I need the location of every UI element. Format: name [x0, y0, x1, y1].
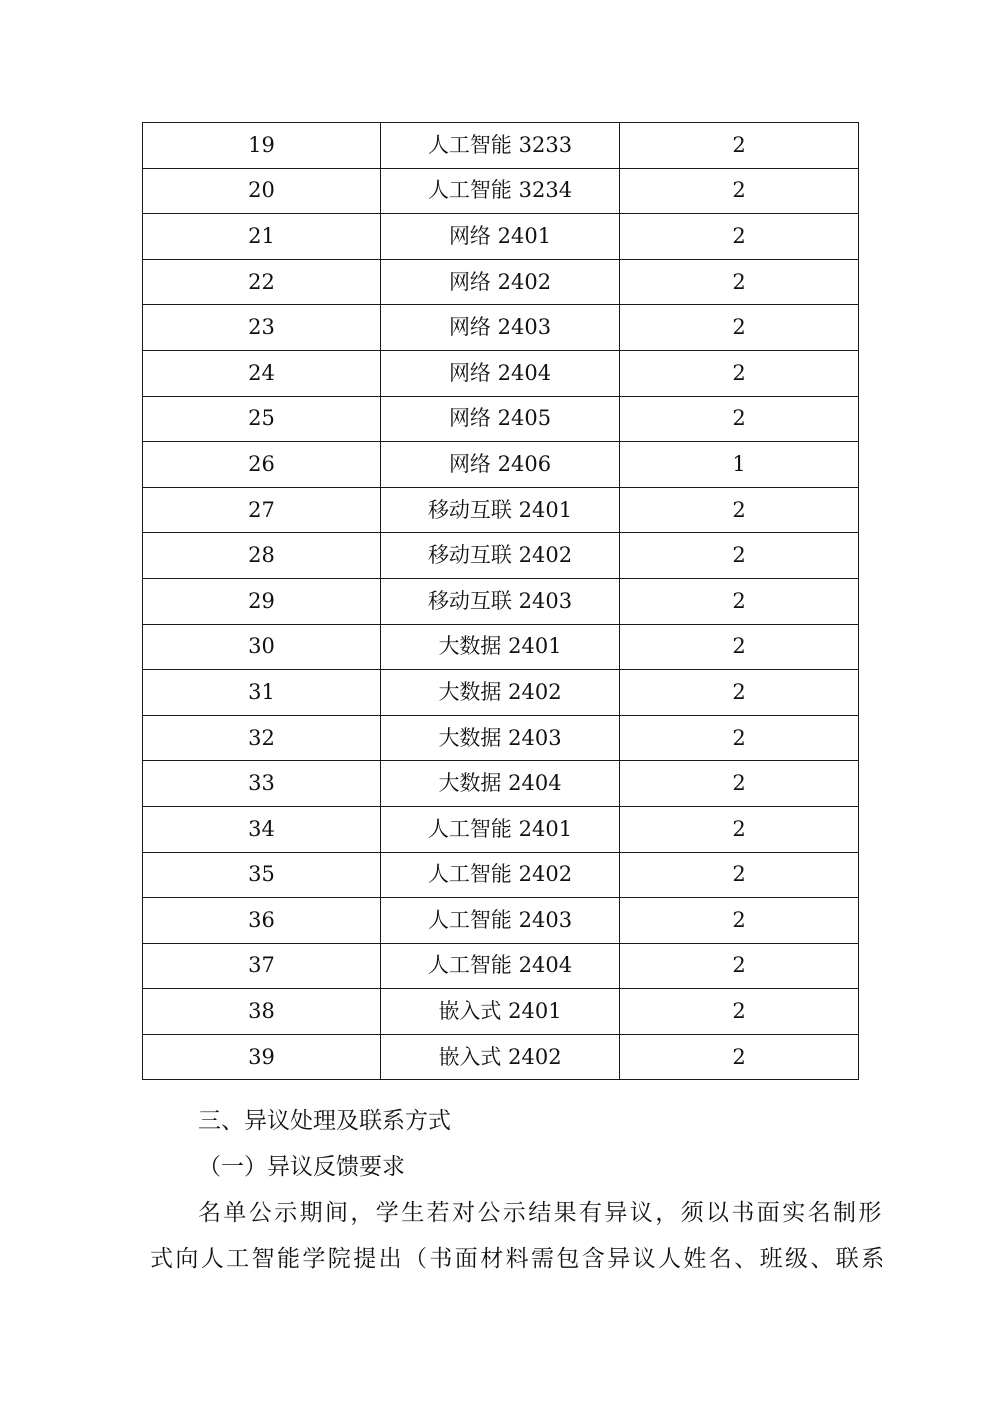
table-row: [143, 898, 859, 944]
count-cell: 2: [620, 806, 859, 852]
class-name-cell: 人工智能 3234: [381, 168, 620, 214]
table-row: [143, 259, 859, 305]
count-cell: 2: [620, 533, 859, 579]
row-number-cell: 24: [143, 350, 381, 396]
count-cell: 2: [620, 852, 859, 898]
table-row: [143, 715, 859, 761]
count-cell: 2: [620, 1034, 859, 1080]
section-heading: 三、异议处理及联系方式: [198, 1108, 451, 1134]
class-name-cell: 大数据 2404: [381, 761, 620, 807]
paragraph-line-1: 名单公示期间，学生若对公示结果有异议，须以书面实名制形: [198, 1200, 884, 1226]
count-cell: 2: [620, 578, 859, 624]
class-name-cell: 人工智能 2402: [381, 852, 620, 898]
count-cell: 2: [620, 670, 859, 716]
row-number-cell: 30: [143, 624, 381, 670]
subsection-heading: （一）异议反馈要求: [198, 1154, 405, 1180]
count-cell: 2: [620, 989, 859, 1035]
count-cell: 2: [620, 396, 859, 442]
class-name-cell: 人工智能 2403: [381, 898, 620, 944]
table-row: [143, 670, 859, 716]
class-name-cell: 人工智能 2404: [381, 943, 620, 989]
count-cell: 2: [620, 214, 859, 260]
class-name-cell: 移动互联 2401: [381, 487, 620, 533]
count-cell: 2: [620, 168, 859, 214]
count-cell: 2: [620, 715, 859, 761]
class-name-cell: 网络 2405: [381, 396, 620, 442]
class-name-cell: 网络 2404: [381, 350, 620, 396]
count-cell: 2: [620, 350, 859, 396]
class-name-cell: 大数据 2403: [381, 715, 620, 761]
row-number-cell: 38: [143, 989, 381, 1035]
class-name-cell: 网络 2403: [381, 305, 620, 351]
row-number-cell: 19: [143, 123, 381, 169]
quota-table: [142, 122, 859, 1080]
count-cell: 2: [620, 305, 859, 351]
class-name-cell: 嵌入式 2402: [381, 1034, 620, 1080]
row-number-cell: 20: [143, 168, 381, 214]
table-row: [143, 214, 859, 260]
row-number-cell: 36: [143, 898, 381, 944]
table-row: [143, 1034, 859, 1080]
row-number-cell: 32: [143, 715, 381, 761]
table-row: [143, 168, 859, 214]
row-number-cell: 28: [143, 533, 381, 579]
table-row: [143, 624, 859, 670]
table-row: [143, 487, 859, 533]
row-number-cell: 39: [143, 1034, 381, 1080]
table-row: [143, 123, 859, 169]
class-name-cell: 网络 2402: [381, 259, 620, 305]
row-number-cell: 22: [143, 259, 381, 305]
table-row: [143, 305, 859, 351]
row-number-cell: 23: [143, 305, 381, 351]
table-row: [143, 943, 859, 989]
class-name-cell: 嵌入式 2401: [381, 989, 620, 1035]
count-cell: 2: [620, 123, 859, 169]
quota-table-body: [143, 123, 859, 1080]
class-name-cell: 网络 2401: [381, 214, 620, 260]
table-row: [143, 396, 859, 442]
row-number-cell: 31: [143, 670, 381, 716]
table-row: [143, 350, 859, 396]
count-cell: 2: [620, 487, 859, 533]
row-number-cell: 26: [143, 442, 381, 488]
table-row: [143, 806, 859, 852]
class-name-cell: 人工智能 3233: [381, 123, 620, 169]
row-number-cell: 37: [143, 943, 381, 989]
table-row: [143, 852, 859, 898]
table-row: [143, 533, 859, 579]
row-number-cell: 33: [143, 761, 381, 807]
row-number-cell: 29: [143, 578, 381, 624]
class-name-cell: 移动互联 2403: [381, 578, 620, 624]
paragraph-line-2: 式向人工智能学院提出（书面材料需包含异议人姓名、班级、联系: [150, 1246, 887, 1272]
count-cell: 2: [620, 943, 859, 989]
row-number-cell: 21: [143, 214, 381, 260]
row-number-cell: 34: [143, 806, 381, 852]
table-row: [143, 578, 859, 624]
class-name-cell: 大数据 2402: [381, 670, 620, 716]
table-row: [143, 989, 859, 1035]
class-name-cell: 网络 2406: [381, 442, 620, 488]
count-cell: 2: [620, 761, 859, 807]
class-name-cell: 大数据 2401: [381, 624, 620, 670]
row-number-cell: 35: [143, 852, 381, 898]
class-name-cell: 人工智能 2401: [381, 806, 620, 852]
row-number-cell: 25: [143, 396, 381, 442]
count-cell: 2: [620, 259, 859, 305]
table-row: [143, 442, 859, 488]
count-cell: 1: [620, 442, 859, 488]
class-name-cell: 移动互联 2402: [381, 533, 620, 579]
count-cell: 2: [620, 624, 859, 670]
table-row: [143, 761, 859, 807]
count-cell: 2: [620, 898, 859, 944]
row-number-cell: 27: [143, 487, 381, 533]
